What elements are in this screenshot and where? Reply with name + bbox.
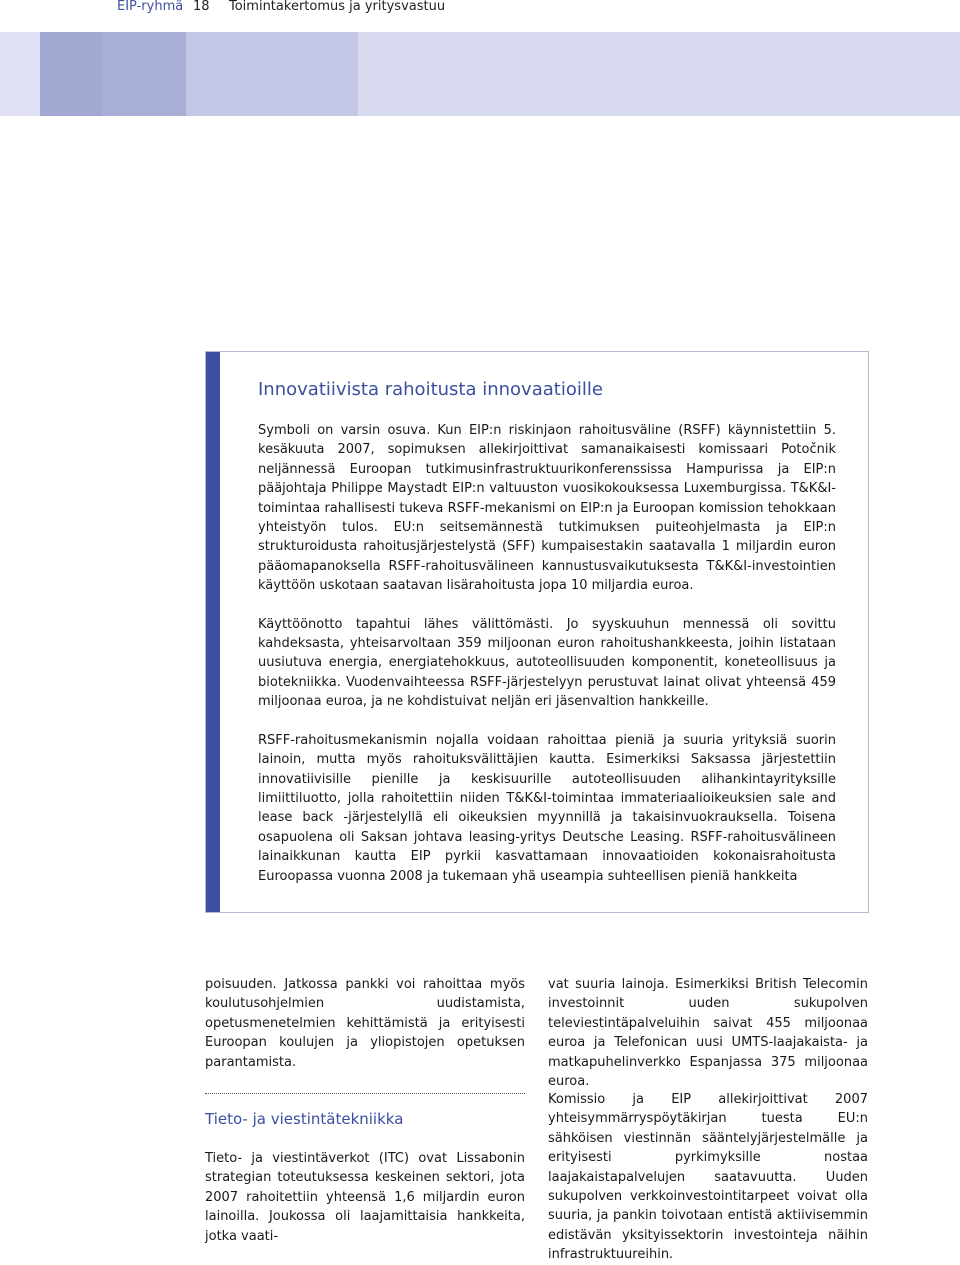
feature-paragraph: Symboli on varsin osuva. Kun EIP:n riskinjaon rahoitusväline (RSFF) käynnistettiin 5. kesäkuuta 2007, sopimuksen allekirjoittivat samanaikaisesti komissaari Potočnik neljännessä Euroopan tutkimusinfrastruktuurikonferenssissa Hampurissa ja EIP:n pääjohtaja Philippe Maystadt EIP:n valtuuston vuosikokouksessa Luxemburgissa. T&K&I-toimintaa rahallisesti tukeva RSFF-mekanismi on EIP:n ja Euroopan komission tehokkaan yhteistyön tulos. EU:n seitsemännestä tutkimuksen puiteohjelmasta ja EIP:n strukturoidusta rahoitusjärjestelystä (SFF) kumpaisestakin saatavalla 1 miljardin euron pääomapanoksella RSFF-rahoitusvälineen kannustusvaikutuksesta T&K&I-investointien käyttöön uskotaan saatavan lisärahoitusta jopa 10 miljardia euroa. <box>258 423 836 594</box>
band-dark-1 <box>0 32 40 116</box>
feature-paragraph: Käyttöönotto tapahtui lähes välittömästi. Jo syyskuuhun mennessä oli sovittu kahdeksasta, yhteisarvoltaan 359 miljoonan euron rahoitushankkeesta, joihin listataan uusiutuva energia, energiatehokkuus, autoteollisuuden komponentit, koneteollisuus ja biotekniikka. Vuodenvaihteessa RSFF-järjestelyyn perustuvat lainat olivat yhteensä 459 miljoonaa euroa, ja ne kohdistuivat neljän eri jäsenvaltion hankkeille. <box>258 616 836 710</box>
right-column-top <box>548 975 868 1091</box>
header-brand: EIP-ryhmä <box>117 0 184 14</box>
left-column-paragraph: poisuuden. Jatkossa pankki voi rahoittaa myös koulutusohjelmien uudistamista, opetusmenetelmien kehittämistä ja erityisesti Euroopan koulujen ja yliopistojen opetuksen parantamista. <box>205 977 525 1070</box>
page-number: 18 <box>193 0 210 14</box>
left-column-section-paragraph: Tieto- ja viestintäverkot (ITC) ovat Lissabonin strategian toteutuksessa keskeinen sektori, jota 2007 rahoitettiin yhteensä 1,6 miljardin euron lainoilla. Joukossa oli laajamittaisia hankkeita, jotka vaati- <box>205 1151 525 1244</box>
left-column-bottom <box>205 1149 525 1246</box>
band-dark-2 <box>40 32 102 116</box>
decorative-color-bands <box>0 32 960 116</box>
feature-box-body <box>258 421 836 905</box>
band-dark-3 <box>102 32 186 116</box>
feature-paragraph: RSFF-rahoitusmekanismin nojalla voidaan rahoittaa pieniä ja suuria yrityksiä suorin lainoin, mutta myös rahoituksvälittäjien kautta. Esimerkiksi Saksassa järjestettiin innovatiivisille pienille ja keskisuurille autoteollisuuden alihankintayrityksille limiittiluotto, jolla rahoitettiin niiden T&K&I-toimintaa immateriaalioikeuksien sale and lease back -järjestelyllä eli oikeuksien myynnillä ja takaisinvuokrauksella. Toisena osapuolena oli Saksan johtava leasing-yritys Deutsche Leasing. RSFF-rahoitusvälineen lainaikkunan kautta EIP pyrkii kasvattamaan innovaatioiden kokonaisrahoitusta Euroopassa vuonna 2008 ja tukemaan yhä useampia suhteellisen pieniä hankkeita <box>258 732 836 884</box>
feature-box-title: Innovatiivista rahoitusta innovaatioille <box>258 379 603 400</box>
section-divider <box>205 1093 525 1094</box>
feature-box-accent-bar <box>206 352 220 912</box>
band-mid <box>186 32 358 116</box>
section-heading: Tieto- ja viestintätekniikka <box>205 1110 404 1128</box>
band-light <box>358 32 960 116</box>
running-header <box>0 0 960 22</box>
feature-box <box>205 351 869 913</box>
header-report-title: Toimintakertomus ja yritysvastuu <box>229 0 446 14</box>
right-column-bottom <box>548 1090 868 1265</box>
right-column-paragraph: Komissio ja EIP allekirjoittivat 2007 yhteisymmärryspöytäkirjan tuesta EU:n sähköisen viestinnän sääntelyjärjestelmälle ja erityisesti pyrkimyksille nostaa laajakaistapalvelujen saatavuutta. Uuden sukupolven verkkoinvestointitarpeet voivat olla suuria, ja pankin toivotaan entistä aktiivisemmin edistävän yksityissektorin investointeja näihin infrastruktuureihin. <box>548 1092 868 1263</box>
left-column-top <box>205 975 525 1072</box>
right-column-paragraph: vat suuria lainoja. Esimerkiksi British Telecomin investoinnit uuden sukupolven televiestintäpalveluihin saivat 455 miljoonaa euroa ja Telefonican uusi UMTS-laajakaista- ja matkapuhelinverkko Espanjassa 375 miljoonaa euroa. <box>548 977 868 1090</box>
